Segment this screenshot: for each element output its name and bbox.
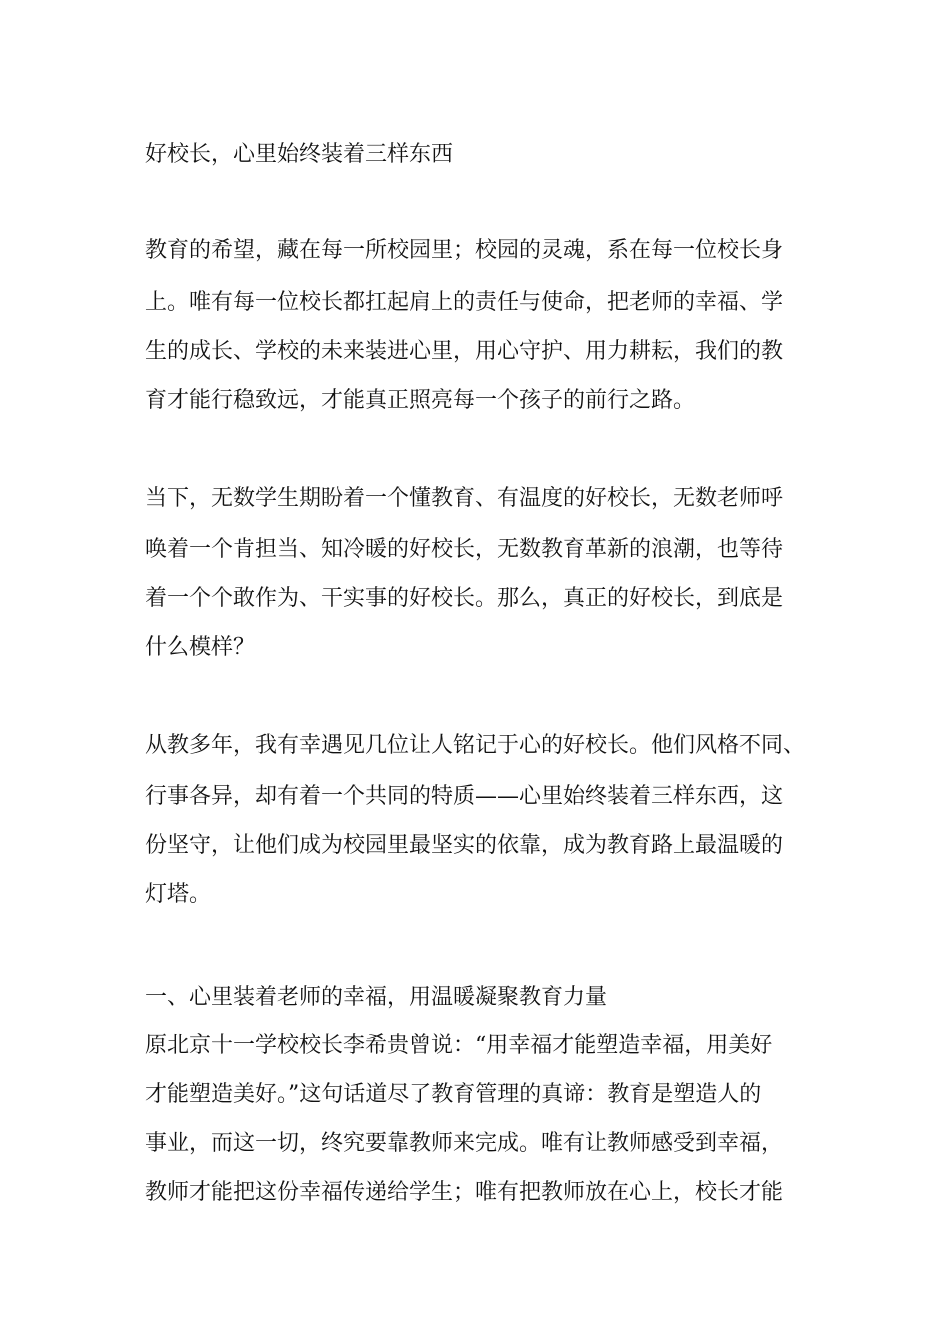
paragraph-line: 上。唯有每一位校长都扛起肩上的责任与使命，把老师的幸福、学 xyxy=(145,290,784,315)
paragraph-line: 份坚守，让他们成为校园里最坚实的依靠，成为教育路上最温暖的 xyxy=(145,833,784,858)
paragraph-line: 从教多年，我有幸遇见几位让人铭记于心的好校长。他们风格不同、 xyxy=(145,733,806,758)
document-title: 好校长，心里始终装着三样东西 xyxy=(145,142,454,167)
paragraph-line: 当下，无数学生期盼着一个懂教育、有温度的好校长，无数老师呼 xyxy=(145,486,784,511)
paragraph-line: 原北京十一学校校长李希贵曾说：“用幸福才能塑造幸福，用美好 xyxy=(145,1033,773,1058)
paragraph-line: 才能塑造美好。”这句话道尽了教育管理的真谛：教育是塑造人的 xyxy=(145,1082,762,1107)
paragraph-line: 行事各异，却有着一个共同的特质——心里始终装着三样东西，这 xyxy=(145,784,784,809)
paragraph-line: 唤着一个肯担当、知冷暖的好校长，无数教育革新的浪潮，也等待 xyxy=(145,537,784,562)
paragraph-line: 事业，而这一切，终究要靠教师来完成。唯有让教师感受到幸福， xyxy=(145,1131,784,1156)
paragraph-line: 教育的希望，藏在每一所校园里；校园的灵魂，系在每一位校长身 xyxy=(145,238,784,263)
paragraph-line: 育才能行稳致远，才能真正照亮每一个孩子的前行之路。 xyxy=(145,388,696,413)
paragraph-line: 教师才能把这份幸福传递给学生；唯有把教师放在心上，校长才能 xyxy=(145,1180,784,1205)
paragraph-line: 生的成长、学校的未来装进心里，用心守护、用力耕耘，我们的教 xyxy=(145,339,784,364)
paragraph-line: 灯塔。 xyxy=(145,882,212,907)
paragraph-line: 什么模样？ xyxy=(145,635,256,660)
paragraph-line: 着一个个敢作为、干实事的好校长。那么，真正的好校长，到底是 xyxy=(145,586,784,611)
section-heading: 一、心里装着老师的幸福，用温暖凝聚教育力量 xyxy=(145,985,608,1010)
